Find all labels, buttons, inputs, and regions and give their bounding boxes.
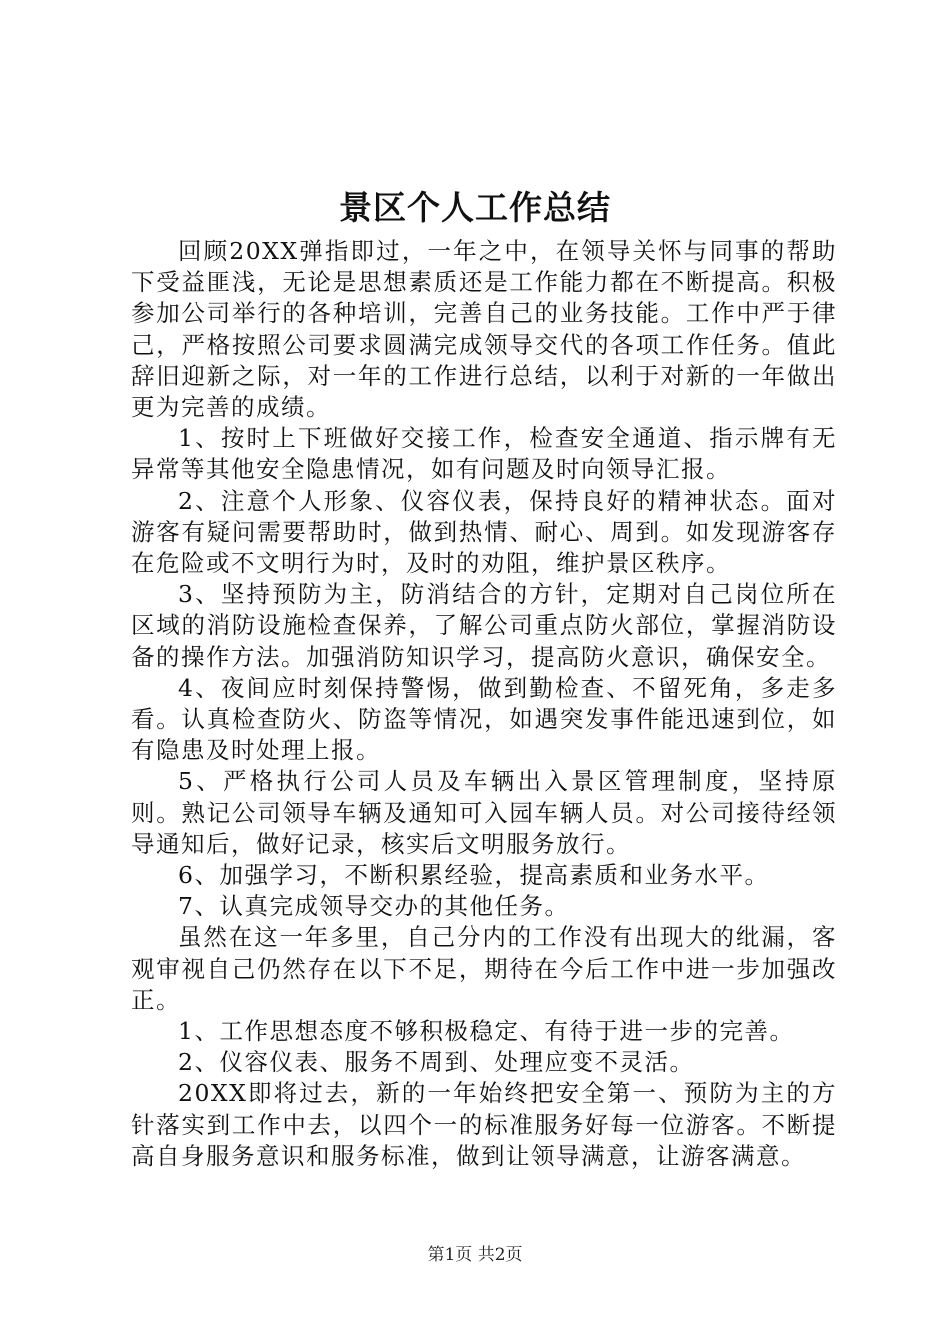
paragraph-item-2: 2、注意个人形象、仪容仪表，保持良好的精神状态。面对游客有疑问需要帮助时，做到热情、耐心、周到。如发现游客存在危险或不文明行为时，及时的劝阻，维护景区秩序。 — [131, 486, 837, 578]
paragraph-conclusion: 20XX即将过去，新的一年始终把安全第一、预防为主的方针落实到工作中去，以四个一的标准服务好每一位游客。不断提高自身服务意识和服务标准，做到让领导满意，让游客满意。 — [131, 1079, 837, 1170]
paragraph-item-1: 1、按时上下班做好交接工作，检查安全通道、指示牌有无异常等其他安全隐患情况，如有问题及时向领导汇报。 — [131, 424, 837, 484]
paragraph-intro: 回顾20XX弹指即过，一年之中，在领导关怀与同事的帮助下受益匪浅，无论是思想素质还是工作能力都在不断提高。积极参加公司举行的各种培训，完善自己的业务技能。工作中严于律己，严格按照公司要求圆满完成领导交代的各项工作任务。值此辞旧迎新之际，对一年的工作进行总结，以利于对新的一年做出更为完善的成绩。 — [131, 237, 837, 422]
paragraph-item-4: 4、夜间应时刻保持警惕，做到勤检查、不留死角，多走多看。认真检查防火、防盗等情况，如遇突发事件能迅速到位，如有隐患及时处理上报。 — [131, 673, 837, 765]
paragraph-item-6: 6、加强学习，不断积累经验，提高素质和业务水平。 — [178, 861, 770, 890]
paragraph-shortcomings-intro: 虽然在这一年多里，自己分内的工作没有出现大的纰漏，客观审视自己仍然存在以下不足，期待在今后工作中进一步加强改正。 — [131, 923, 837, 1014]
paragraph-item-7: 7、认真完成领导交办的其他任务。 — [178, 892, 570, 921]
paragraph-item-5: 5、严格执行公司人员及车辆出入景区管理制度，坚持原则。熟记公司领导车辆及通知可入园车辆人员。对公司接待经领导通知后，做好记录，核实后文明服务放行。 — [131, 767, 837, 858]
document-title: 景区个人工作总结 — [339, 188, 611, 227]
page-number: 第1页 共2页 — [427, 1245, 523, 1265]
paragraph-shortcoming-2: 2、仪容仪表、服务不周到、处理应变不灵活。 — [178, 1048, 695, 1077]
document-body — [131, 236, 837, 1172]
paragraph-shortcoming-1: 1、工作思想态度不够积极稳定、有待于进一步的完善。 — [178, 1017, 795, 1046]
paragraph-item-3: 3、坚持预防为主，防消结合的方针，定期对自己岗位所在区域的消防设施检查保养，了解公司重点防火部位，掌握消防设备的操作方法。加强消防知识学习，提高防火意识，确保安全。 — [131, 580, 837, 671]
